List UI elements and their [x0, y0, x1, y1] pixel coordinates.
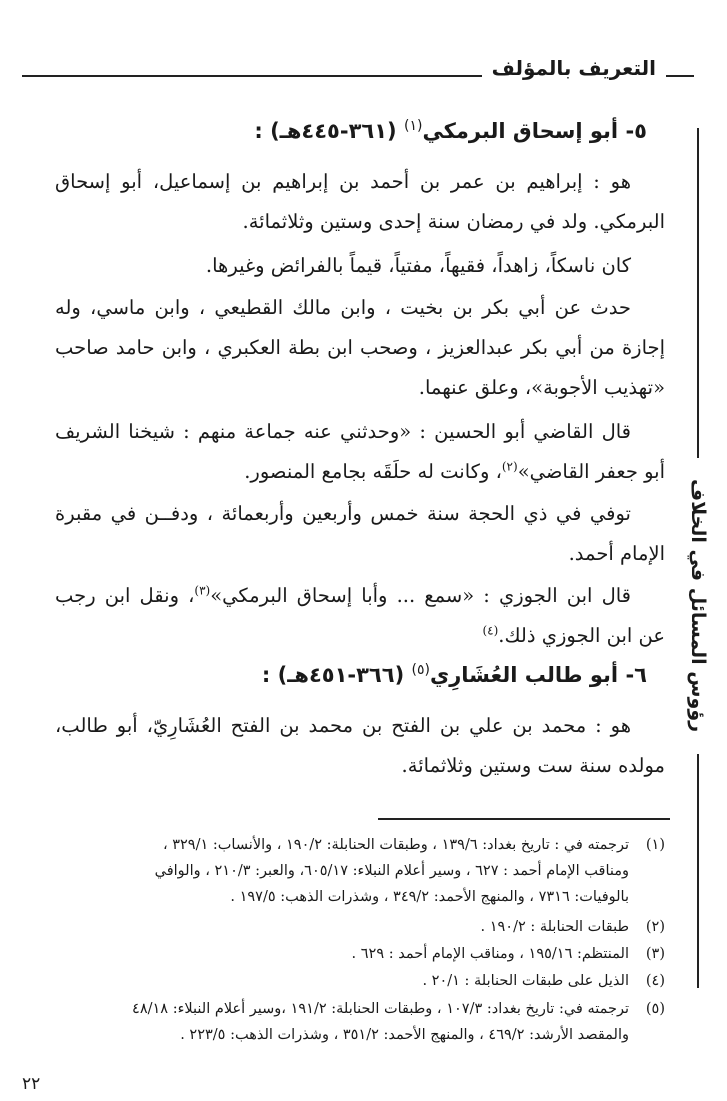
- page-number: ٢٢: [22, 1074, 41, 1094]
- footnote: (٣)المنتظم: ١٩٥/١٦ ، ومناقب الإمام أحمد : ٦٢٩ .: [55, 941, 665, 967]
- footnote-separator: [378, 818, 670, 820]
- side-rule-bottom: [697, 754, 699, 988]
- side-running-title: [683, 128, 713, 988]
- paragraph: توفي في ذي الحجة سنة خمس وأربعين وأربعمائة ، ودفــن في مقبرة الإمام أحمد.: [55, 502, 665, 565]
- paragraph: قال ابن الجوزي : «سمع ... وأبا إسحاق البرمكي»$^{(٣)}$، ونقل ابن رجب عن ابن الجوزي ذلك.$^{(٤)}$: [55, 583, 665, 647]
- section-5-heading: [254, 118, 647, 143]
- side-rule-top: [697, 128, 699, 458]
- footnote-number: (٢): [645, 919, 665, 935]
- footnote: (٤)الذيل على طبقات الحنابلة : ٢٠/١ .: [55, 968, 665, 994]
- footnote-ref: (٣): [194, 583, 211, 598]
- paragraph: حدث عن أبي بكر بن بخيت ، وابن مالك القطيعي ، وابن ماسي، وله إجازة من أبي بكر عبدالعزيز ، وصحب ابن بطة العكبري ، وابن حامد صاحب «تهذيب الأجوبة»، وعلق عنهما.: [55, 296, 665, 399]
- footnote-number: (٥): [645, 1001, 665, 1017]
- section-5-dates: (٣٦١-٤٤٥هـ) :: [254, 119, 397, 143]
- section-5-title: ٥- أبو إسحاق البرمكي: [422, 119, 647, 143]
- footnote-ref: (٥): [411, 662, 430, 678]
- footnote-number: (٣): [645, 946, 665, 962]
- running-header: [22, 50, 694, 86]
- footnote-ref: (١): [403, 118, 423, 134]
- footnote-ref: (٢): [501, 459, 518, 474]
- footnote-number: (٤): [645, 973, 665, 989]
- footnote-ref: (٤): [482, 623, 499, 638]
- footnote-number: (١): [645, 837, 665, 853]
- footnote: (١)ترجمته في : تاريخ بغداد: ١٣٩/٦ ، وطبقات الحنابلة: ١٩٠/٢ ، والأنساب: ٣٢٩/١ ، ومناقب الإمام أحمد : ٦٢٧ ، وسير أعلام النبلاء: ٦٠٥/١٧، والعبر: ٢١٠/٣ ، والوافي بالوفيات: ٧٣١٦ ، والمنهج الأحمد: ٣٤٩/٢ ، وشذرات الذهب: ١٩٧/٥ .: [55, 832, 665, 910]
- section-6-heading: [262, 662, 647, 687]
- footnote: (٢)طبقات الحنابلة : ١٩٠/٢ .: [55, 914, 665, 940]
- paragraph: قال القاضي أبو الحسين : «وحدثني عنه جماعة منهم : شيخنا الشريف أبو جعفر القاضي»$^{(٢)}$، وكانت له حلَقَه بجامع المنصور.: [55, 420, 665, 483]
- header-title: التعريف بالمؤلف: [482, 50, 666, 86]
- section-6-dates: (٣٦٦-٤٥١هـ) :: [261, 663, 405, 687]
- side-title: رؤوس المسائل في الخلاف: [687, 479, 709, 733]
- footnote: (٥)ترجمته في: تاريخ بغداد: ١٠٧/٣ ، وطبقات الحنابلة: ١٩١/٢ ،وسير أعلام النبلاء: ٤٨/١٨ والمقصد الأرشد: ٤٦٩/٢ ، والمنهج الأحمد: ٣٥١/٢ ، وشذرات الذهب: ٢٢٣/٥ .: [55, 996, 665, 1048]
- paragraph: هو : إبراهيم بن عمر بن أحمد بن إبراهيم بن إسماعيل، أبو إسحاق البرمكي. ولد في رمضان سنة إحدى وستين وثلاثمائة.: [55, 170, 665, 233]
- paragraph: كان ناسكاً، زاهداً، فقيهاً، مفتياً، قيماً بالفرائض وغيرها.: [205, 254, 631, 277]
- section-6-title: ٦- أبو طالب العُشَارِي: [429, 663, 647, 687]
- paragraph: هو : محمد بن علي بن الفتح بن محمد بن الفتح العُشَارِيّ، أبو طالب، مولده سنة ست وستين وثلاثمائة.: [55, 714, 665, 777]
